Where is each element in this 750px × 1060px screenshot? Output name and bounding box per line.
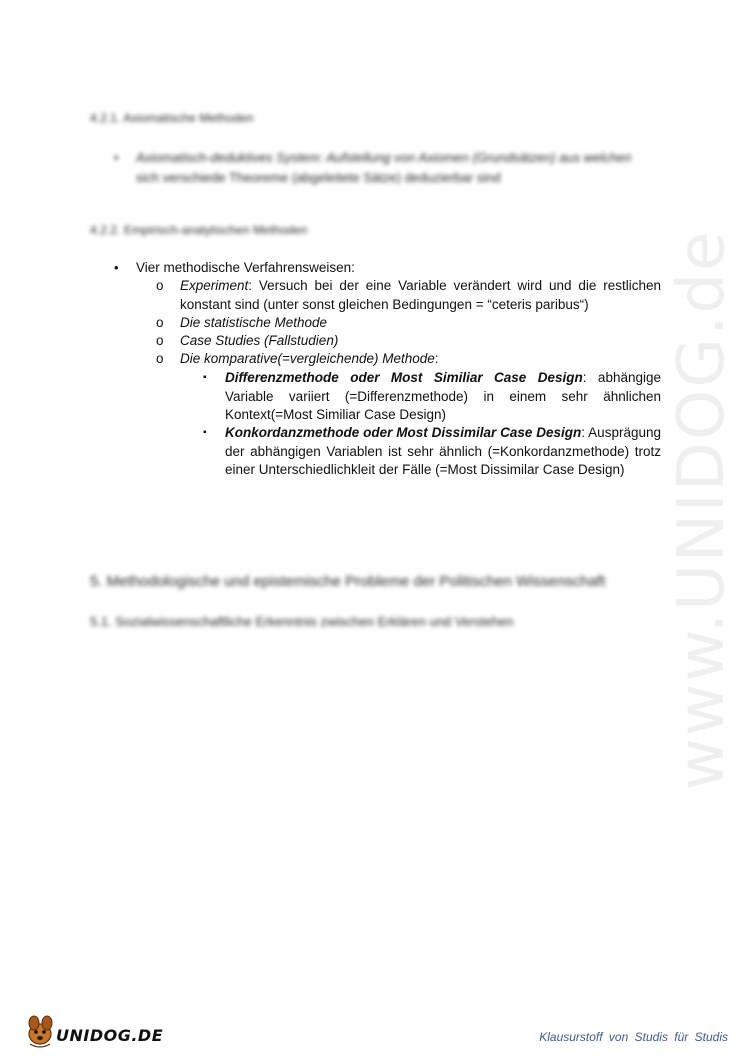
bullet-marker: • [114,150,119,165]
watermark-text: www.UNIDOG.de [665,229,739,791]
sub-item-text: : abhängige Variable variiert (=Differenzmethode) in einem sehr ähnlichen Kontext(=Most Similiar Case Design) [225,370,661,422]
circle-marker: o [156,333,164,348]
circle-marker: o [156,315,164,330]
dog-mascot-icon [22,1014,58,1048]
sub-item-label: Differenzmethode oder Most Similiar Case Design [225,370,583,385]
bullet-marker: • [114,260,119,275]
list-item-comparative [156,350,661,369]
heading-5-1: 5.1. Sozialwissenschaftliche Erkenntnis zwischen Erklären und Verstehen [90,614,514,629]
heading-5: 5. Methodologische und epistemische Probleme der Politischen Wissenschaft [90,573,606,590]
axiom-bullet-line-2: sich verschiede Theoreme (abgeleitete Sätze) deduzierbar sind [136,170,501,185]
circle-marker: o [156,351,164,366]
list-item-experiment [156,277,661,314]
list-item-statistics [156,314,661,333]
square-marker: ▪ [203,372,207,383]
heading-4-2-1: 4.2.1. Axiomatische Methoden [90,111,254,125]
item-label: Experiment [180,278,249,293]
main-bullet-text: Vier methodische Verfahrensweisen: [136,260,355,275]
footer-tagline: Klausurstoff von Studis für Studis [539,1030,728,1044]
item-label: Case Studies (Fallstudien) [180,333,339,348]
sub-item-differenzmethode [203,369,661,425]
heading-4-2-2: 4.2.2. Empirisch-analytischen Methoden [90,223,308,237]
item-label: Die komparative(=vergleichende) Methode [180,351,435,366]
item-label: Die statistische Methode [180,315,328,330]
logo-text: UNIDOG.DE [56,1026,164,1045]
list-item-case-studies [156,332,661,351]
item-text: : Versuch bei der eine Variable verändert wird und die restlichen konstant sind (unter sonst gleichen Bedingungen = “ceteris paribus“) [180,278,661,312]
axiom-bullet-line-1: Axiomatisch-deduktives System: Aufstellung von Axiomen (Grundsätzen) aus welchen [136,150,632,165]
sub-item-label: Konkordanzmethode oder Most Dissimilar Case Design [225,425,582,440]
main-bullet [114,259,656,278]
circle-marker: o [156,278,164,293]
sub-item-text: : Ausprägung der abhängigen Variablen ist sehr ähnlich (=Konkordanzmethode) trotz einer Unterschiedlichkleit der Fälle (=Most Dissimilar Case Design) [225,425,661,477]
item-suffix: : [434,351,439,366]
square-marker: ▪ [203,427,207,438]
sub-item-konkordanzmethode [203,424,661,480]
unidog-logo[interactable] [22,1014,164,1050]
axiom-bullet [114,148,661,188]
